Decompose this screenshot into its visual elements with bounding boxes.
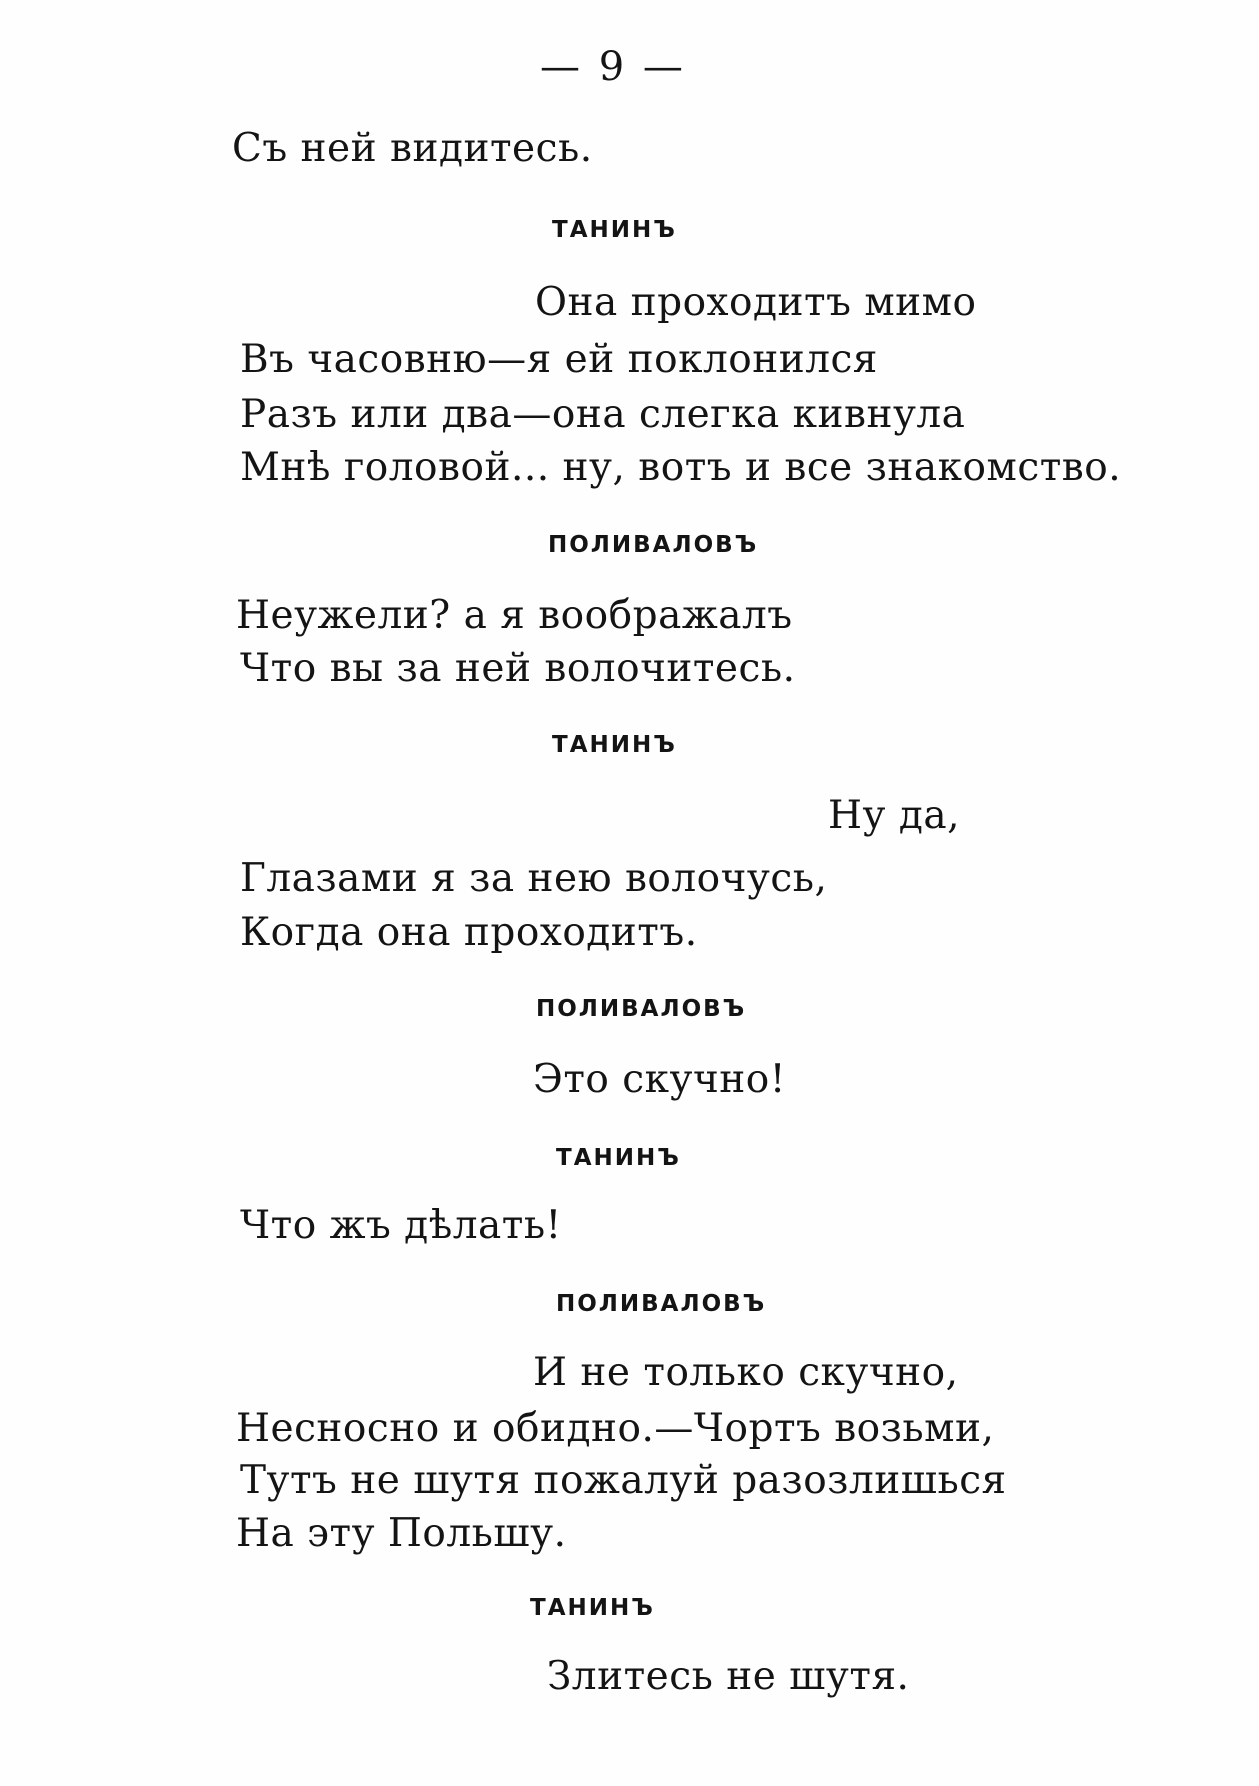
page-number: — 9 — bbox=[540, 44, 686, 90]
verse-line: Мнѣ головой... ну, вотъ и все знакомство. bbox=[240, 445, 1122, 490]
speaker-name: ТАНИНЪ bbox=[552, 732, 677, 758]
speaker-name: ПОЛИВАЛОВЪ bbox=[536, 996, 747, 1022]
verse-line: И не только скучно, bbox=[533, 1350, 959, 1395]
verse-line: Злитесь не шутя. bbox=[547, 1654, 910, 1699]
verse-line: Неужели? а я воображалъ bbox=[236, 593, 793, 638]
verse-line: Ну да, bbox=[828, 793, 961, 838]
verse-line: На эту Польшу. bbox=[236, 1511, 567, 1556]
speaker-name: ТАНИНЪ bbox=[530, 1595, 655, 1621]
verse-line: Несносно и обидно.—Чортъ возьми, bbox=[236, 1406, 995, 1451]
speaker-name: ТАНИНЪ bbox=[556, 1145, 681, 1171]
verse-line: Глазами я за нею волочусь, bbox=[240, 856, 828, 901]
verse-line: Это скучно! bbox=[533, 1057, 786, 1102]
speaker-name: ТАНИНЪ bbox=[552, 217, 677, 243]
verse-line: Когда она проходитъ. bbox=[240, 910, 698, 955]
verse-line: Въ часовню—я ей поклонился bbox=[240, 337, 878, 382]
speaker-name: ПОЛИВАЛОВЪ bbox=[548, 532, 759, 558]
verse-line: Она проходитъ мимо bbox=[535, 280, 977, 325]
verse-line: Тутъ не шутя пожалуй разозлишься bbox=[240, 1458, 1007, 1503]
verse-line: Что вы за ней волочитесь. bbox=[240, 646, 796, 691]
verse-line: Съ ней видитесь. bbox=[232, 126, 593, 171]
speaker-name: ПОЛИВАЛОВЪ bbox=[556, 1291, 767, 1317]
verse-line: Что жъ дѣлать! bbox=[240, 1203, 562, 1248]
verse-line: Разъ или два—она слегка кивнула bbox=[240, 392, 966, 437]
